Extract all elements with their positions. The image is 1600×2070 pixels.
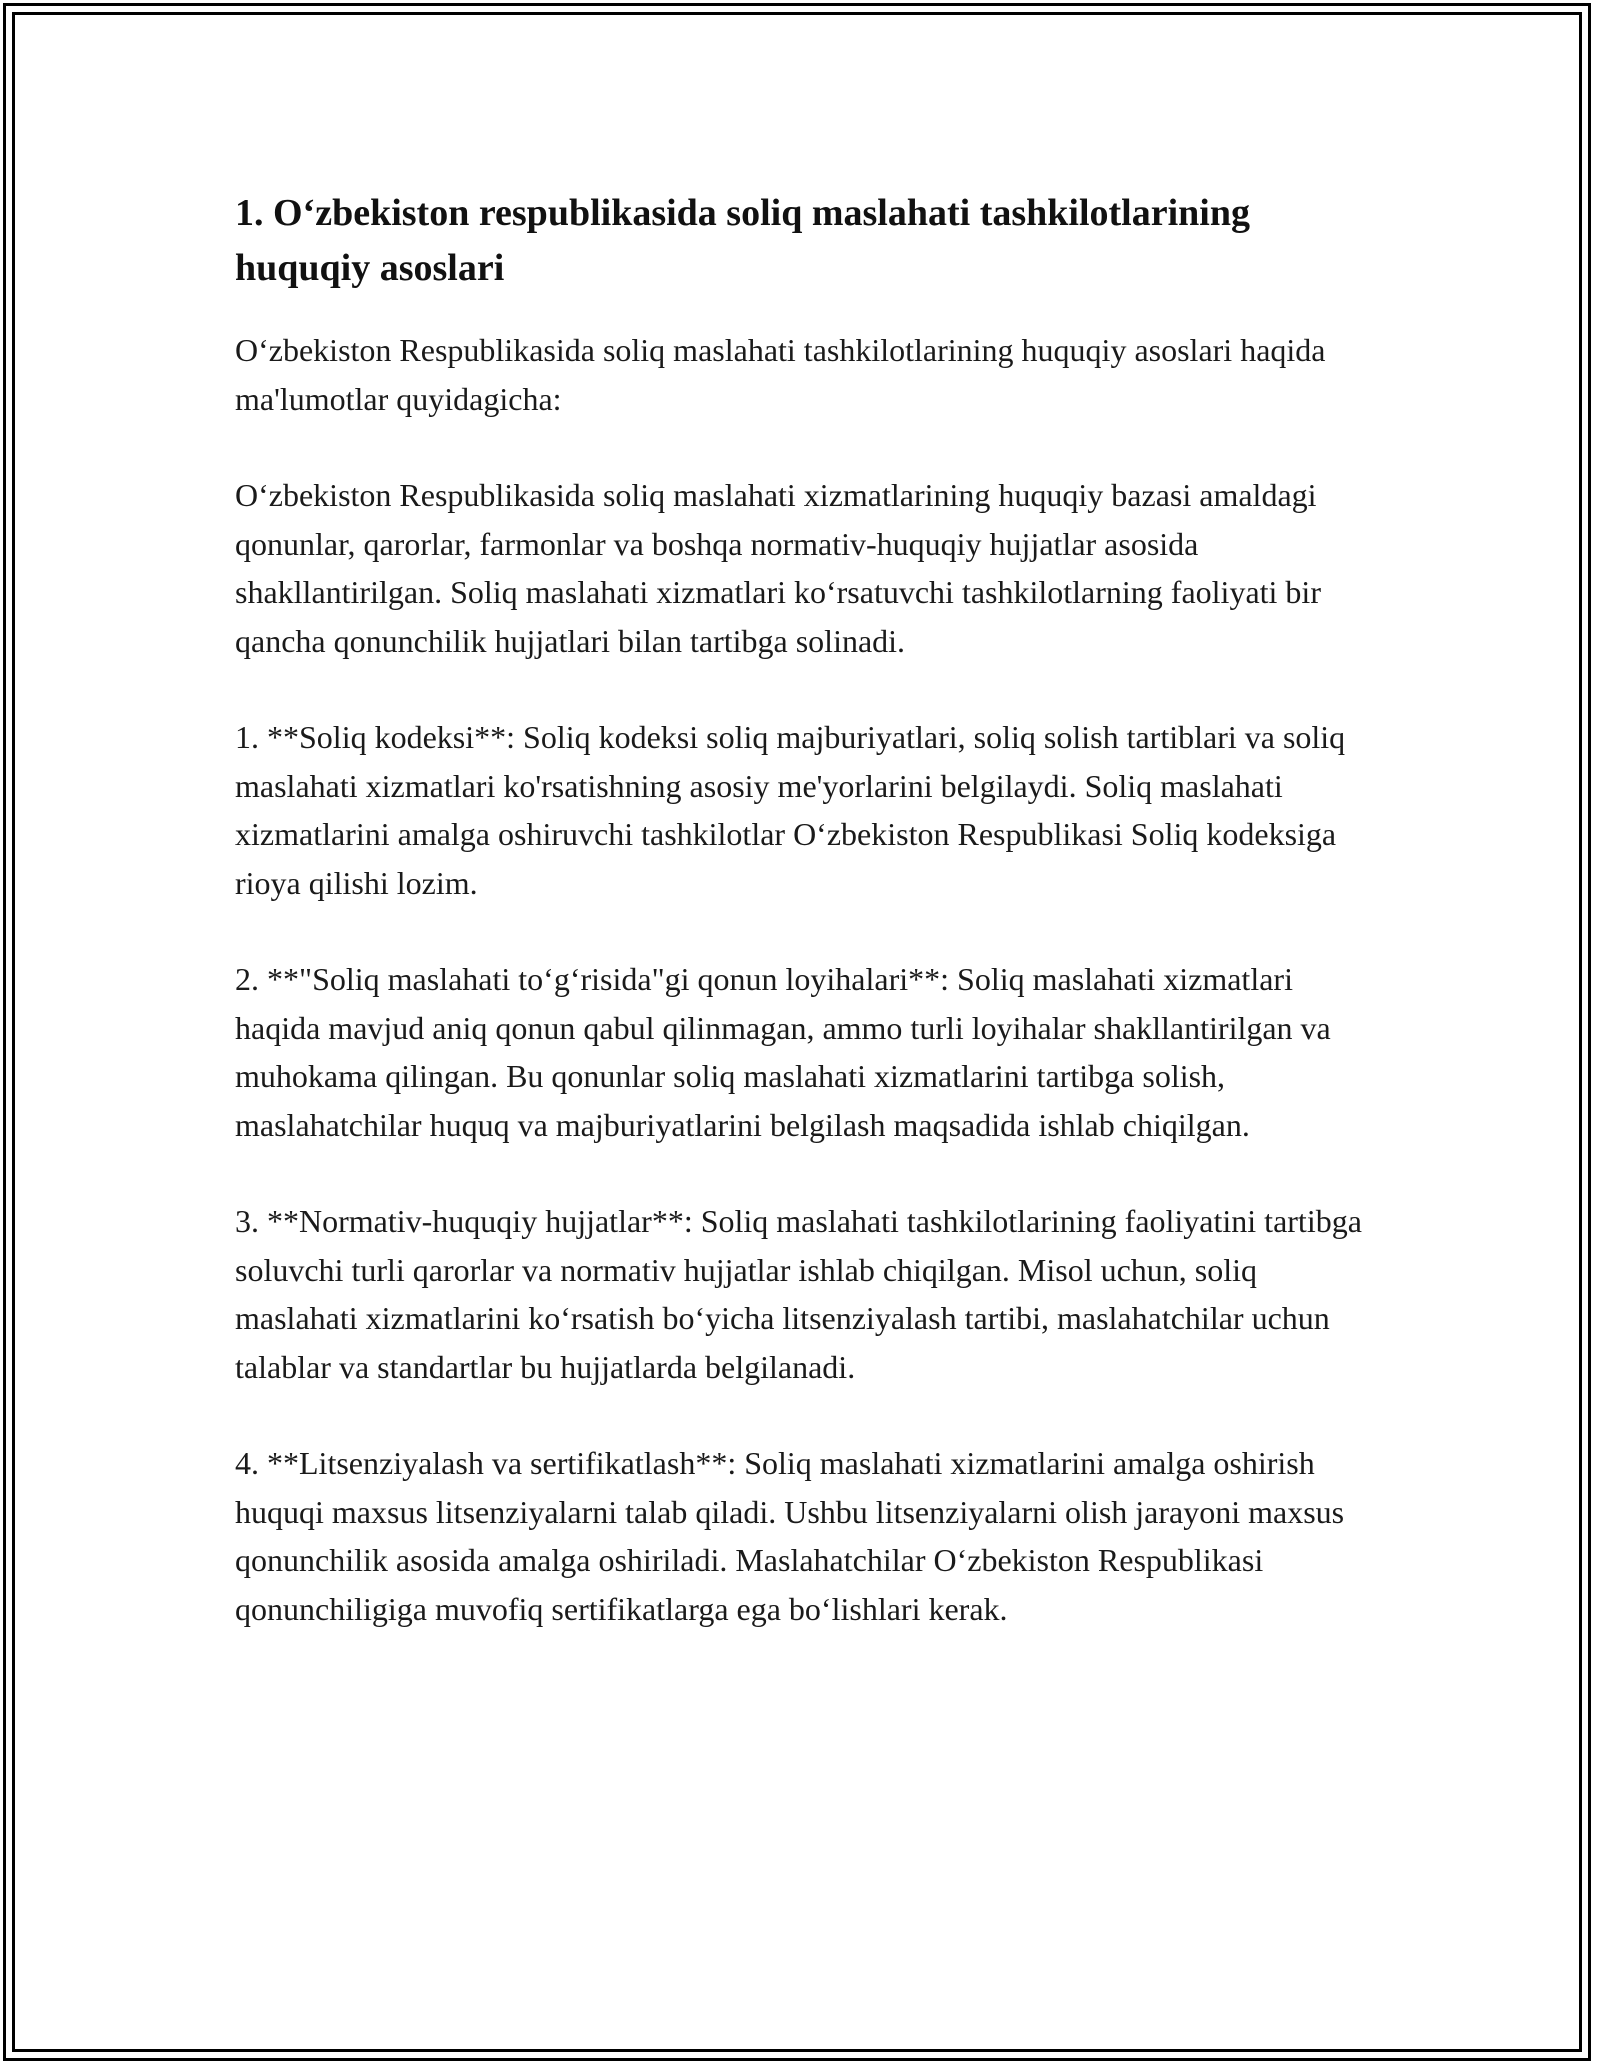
document-title: 1. O‘zbekiston respublikasida soliq maslahati tashkilotlarining huquqiy asoslari xyxy=(235,192,1250,289)
list-item-licensing: 4. **Litsenziyalash va sertifikatlash**: Soliq maslahati xizmatlarini amalga oshirish huquqi maxsus litsenziyalarni talab qiladi. Ushbu litsenziyalarni olish jarayoni maxsus qonunchilik asosida amalga oshiriladi. Maslahatchilar O‘zbekiston Respublikasi qonunchiligiga muvofiq sertifikatlarga ega bo‘lishlari kerak. xyxy=(235,1445,1345,1627)
overview-paragraph: O‘zbekiston Respublikasida soliq maslahati xizmatlarining huquqiy bazasi amaldagi qonunlar, qarorlar, farmonlar va boshqa normativ-huquqiy hujjatlar asosida shakllantirilgan. Soliq maslahati xizmatlari ko‘rsatuvchi tashkilotlarning faoliyati bir qancha qonunchilik hujjatlari bilan tartibga solinadi. xyxy=(235,477,1321,659)
document-body xyxy=(235,186,1380,1681)
list-item-normative-acts: 3. **Normativ-huquqiy hujjatlar**: Soliq maslahati tashkilotlarining faoliyatini tartibga soluvchi turli qarorlar va normativ hujjatlar ishlab chiqilgan. Misol uchun, soliq maslahati xizmatlarini ko‘rsatish bo‘yicha litsenziyalash tartibi, maslahatchilar uchun talablar va standartlar bu hujjatlarda belgilanadi. xyxy=(235,1203,1362,1385)
list-item-draft-laws: 2. **"Soliq maslahati to‘g‘risida"gi qonun loyihalari**: Soliq maslahati xizmatlari haqida mavjud aniq qonun qabul qilinmagan, ammo turli loyihalar shakllantirilgan va muhokama qilingan. Bu qonunlar soliq maslahati xizmatlarini tartibga solish, maslahatchilar huquq va majburiyatlarini belgilash maqsadida ishlab chiqilgan. xyxy=(235,961,1331,1143)
list-item-tax-code: 1. **Soliq kodeksi**: Soliq kodeksi soliq majburiyatlari, soliq solish tartiblari va soliq maslahati xizmatlari ko'rsatishning asosiy me'yorlarini belgilaydi. Soliq maslahati xizmatlarini amalga oshiruvchi tashkilotlar O‘zbekiston Respublikasi Soliq kodeksiga rioya qilishi lozim. xyxy=(235,719,1346,901)
intro-paragraph: O‘zbekiston Respublikasida soliq maslahati tashkilotlarining huquqiy asoslari haqida ma'lumotlar quyidagicha: xyxy=(235,332,1326,417)
